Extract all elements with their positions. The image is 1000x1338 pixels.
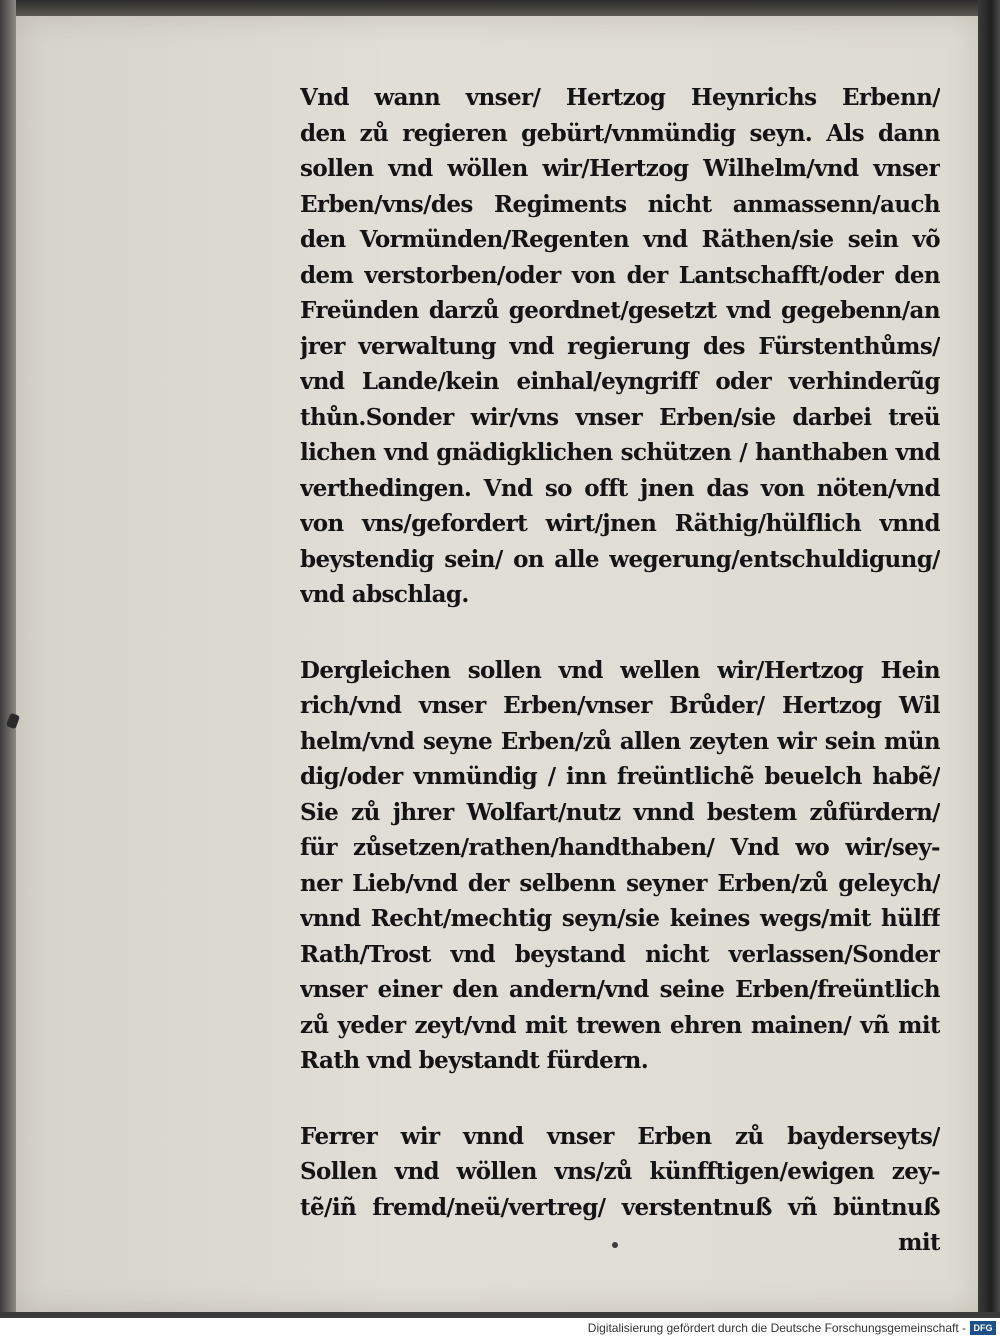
text-line: rich/vnd vnser Erben/vnser Brůder/ Hertzog Wil bbox=[300, 692, 940, 719]
text-line: Freünden darzů geordnet/gesetzt vnd gegebenn/an bbox=[300, 297, 940, 324]
text-line: sollen vnd wöllen wir/Hertzog Wilhelm/vnd vnser bbox=[300, 155, 940, 182]
text-line: den zů regieren gebürt/vnmündig seyn. Als dann bbox=[300, 119, 940, 147]
text-line: Sie zů jhrer Wolfart/nutz vnnd bestem zůfürdern/ bbox=[300, 798, 940, 826]
page-edge-left bbox=[0, 0, 16, 1318]
catchword: mit bbox=[898, 1229, 940, 1256]
footer-bar bbox=[0, 1318, 1000, 1338]
text-line: beystendig sein/ on alle wegerung/entschuldigung/ bbox=[300, 545, 940, 573]
text-line: Rath/Trost vnd beystand nicht verlassen/Sonder bbox=[300, 940, 940, 968]
text-line: tẽ/iñ fremd/neü/vertreg/ verstentnuß vñ büntnuß bbox=[300, 1193, 940, 1221]
text-line: vnd Lande/kein einhal/eyngriff oder verhinderũg bbox=[300, 368, 940, 395]
paragraph-2 bbox=[300, 653, 940, 1079]
text-line: Dergleichen sollen vnd wellen wir/Hertzog Hein bbox=[300, 656, 940, 684]
text-line: verthedingen. Vnd so offt jnen das von nöten/vnd bbox=[300, 474, 940, 502]
printed-text-block bbox=[300, 80, 940, 1261]
page-edge-top bbox=[0, 0, 1000, 16]
text-line: lichen vnd gnädigklichen schützen / hanthaben vnd bbox=[300, 439, 940, 466]
text-line: Rath vnd beystandt fürdern. bbox=[300, 1047, 649, 1074]
text-line: von vns/gefordert wirt/jnen Räthig/hülflich vnnd bbox=[300, 510, 940, 537]
text-line: dig/oder vnmündig / inn freüntlichẽ beuelch habẽ/ bbox=[300, 763, 940, 790]
text-line: den Vormünden/Regenten vnd Räthen/sie sein võ bbox=[300, 226, 940, 253]
text-line: Vnd wann vnser/ Hertzog Heynrichs Erbenn/ bbox=[300, 84, 940, 111]
dfg-logo-icon[interactable]: DFG bbox=[970, 1321, 996, 1335]
text-line: jrer verwaltung vnd regierung des Fürstenthůms/ bbox=[300, 332, 940, 360]
text-line: für zůsetzen/rathen/handthaben/ Vnd wo wir/sey- bbox=[300, 834, 940, 861]
text-line: Ferrer wir vnnd vnser Erben zů bayderseyts/ bbox=[300, 1122, 940, 1150]
paragraph-1 bbox=[300, 80, 940, 613]
text-line: Sollen vnd wöllen vns/zů künfftigen/ewigen zey- bbox=[300, 1158, 940, 1185]
text-line: dem verstorben/oder von der Lantschafft/oder den bbox=[300, 261, 940, 289]
text-line: ner Lieb/vnd der selbenn seyner Erben/zů geleych/ bbox=[300, 869, 940, 897]
page-edge-right bbox=[978, 0, 1000, 1318]
funding-credit: Digitalisierung gefördert durch die Deutsche Forschungsgemeinschaft - bbox=[587, 1321, 966, 1335]
text-line: Erben/vns/des Regiments nicht anmassenn/auch bbox=[300, 190, 940, 218]
text-line: vnser einer den andern/vnd seine Erben/freüntlich bbox=[300, 976, 940, 1003]
text-line: helm/vnd seyne Erben/zů allen zeyten wir sein mün bbox=[300, 727, 940, 755]
text-line: thůn.Sonder wir/vns vnser Erben/sie darbei treü bbox=[300, 403, 940, 431]
text-line: vnd abschlag. bbox=[300, 581, 469, 608]
paragraph-3 bbox=[300, 1119, 940, 1261]
text-line: vnnd Recht/mechtig seyn/sie keines wegs/mit hülff bbox=[300, 905, 940, 932]
text-line: zů yeder zeyt/vnd mit trewen ehren mainen/ vñ mit bbox=[300, 1011, 940, 1039]
